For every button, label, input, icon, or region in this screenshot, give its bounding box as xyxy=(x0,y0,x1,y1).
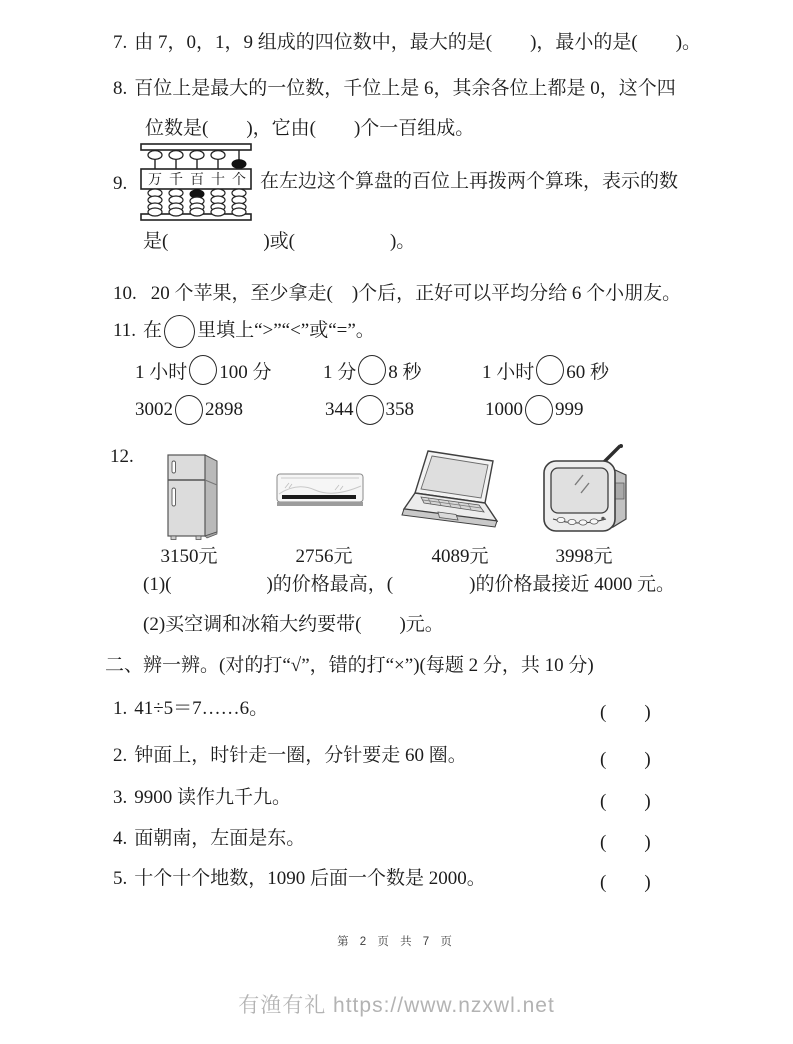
refrigerator-image xyxy=(163,452,223,540)
question-12-sub1: (1)( )的价格最高，( )的价格最接近 4000 元。 xyxy=(143,574,675,595)
abacus-label-bai: 百 xyxy=(190,173,204,188)
answer-bracket: ( ) xyxy=(600,702,651,723)
comparison-cell: 3002 2898 xyxy=(135,392,243,428)
answer-bracket: ( ) xyxy=(600,749,651,770)
answer-circle xyxy=(189,355,217,385)
answer-bracket: ( ) xyxy=(600,872,651,893)
question-8-line1 xyxy=(113,77,676,101)
question-10-text: 20 个苹果，至少拿走( )个后，正好可以平均分给 6 个小朋友。 xyxy=(150,283,682,304)
answer-circle xyxy=(536,355,564,385)
price-refrigerator: 3150元 xyxy=(160,546,218,567)
answer-circle xyxy=(356,395,384,425)
question-12-sub2: (2)买空调和冰箱大约要带( )元。 xyxy=(143,614,444,635)
page-number-footer: 第 2 页 共 7 页 xyxy=(337,936,456,948)
question-8-text1: 百位上是最大的一位数，千位上是 6，其余各位上都是 0，这个四 xyxy=(134,78,676,99)
abacus-label-wan: 万 xyxy=(148,173,162,188)
question-7-number: 7. xyxy=(113,32,128,53)
answer-circle xyxy=(525,395,553,425)
question-10-number: 10. xyxy=(113,283,137,304)
abacus-image xyxy=(140,143,252,221)
tf-item-3: 3. 9900 读作九千九。 xyxy=(113,787,292,808)
question-12-number: 12. xyxy=(110,446,134,467)
comparison-cell: 1 小时 60 秒 xyxy=(482,352,609,388)
air-conditioner-image xyxy=(275,470,367,512)
comparison-cell: 344 358 xyxy=(325,392,414,428)
abacus-label-ge: 个 xyxy=(232,173,246,188)
question-11-pre: 在 xyxy=(143,320,163,341)
comparison-cell: 1000 999 xyxy=(485,392,584,428)
price-tv: 3998元 xyxy=(555,546,613,567)
question-8-line2 xyxy=(145,117,474,141)
comparison-cell: 1 小时 100 分 xyxy=(135,352,272,388)
question-7-text: 由 7，0，1，9 组成的四位数中，最大的是( )，最小的是( )。 xyxy=(134,32,702,53)
answer-bracket: ( ) xyxy=(600,791,651,812)
question-9-text: 在左边这个算盘的百位上再拨两个算珠，表示的数 xyxy=(260,171,679,192)
question-7 xyxy=(113,31,701,55)
abacus-label-qian: 千 xyxy=(169,173,183,188)
question-9-number: 9. xyxy=(113,173,128,194)
tv-image xyxy=(541,443,629,535)
question-11-number: 11. xyxy=(113,320,137,341)
tf-item-4: 4. 面朝南，左面是东。 xyxy=(113,828,306,849)
answer-circle xyxy=(175,395,203,425)
tf-item-2: 2. 钟面上，时针走一圈，分针要走 60 圈。 xyxy=(113,745,467,766)
question-10 xyxy=(113,282,681,306)
price-air-conditioner: 2756元 xyxy=(295,546,353,567)
tf-item-1: 1. 41÷5＝7……6。 xyxy=(113,698,269,719)
question-9-number-wrap xyxy=(113,172,134,196)
question-11-post: 里填上“>”“<”或“=”。 xyxy=(197,320,375,341)
question-11 xyxy=(113,314,375,348)
question-8-text2: 位数是( )，它由( )个一百组成。 xyxy=(145,118,475,139)
tf-item-5: 5. 十个十个地数，1090 后面一个数是 2000。 xyxy=(113,868,486,889)
section-2-heading: 二、辨一辨。(对的打“√”，错的打“×”)(每题 2 分，共 10 分) xyxy=(105,655,594,676)
abacus-label-shi: 十 xyxy=(211,173,225,188)
site-watermark: 有渔有礼 https://www.nzxwl.net xyxy=(238,994,555,1017)
question-9-line2: 是( )或( )。 xyxy=(143,231,416,252)
answer-bracket: ( ) xyxy=(600,832,651,853)
laptop-image xyxy=(400,448,498,540)
answer-circle xyxy=(164,315,195,348)
price-laptop: 4089元 xyxy=(431,546,489,567)
answer-circle xyxy=(358,355,386,385)
comparison-cell: 1 分 8 秒 xyxy=(323,352,422,388)
question-8-number: 8. xyxy=(113,78,128,99)
